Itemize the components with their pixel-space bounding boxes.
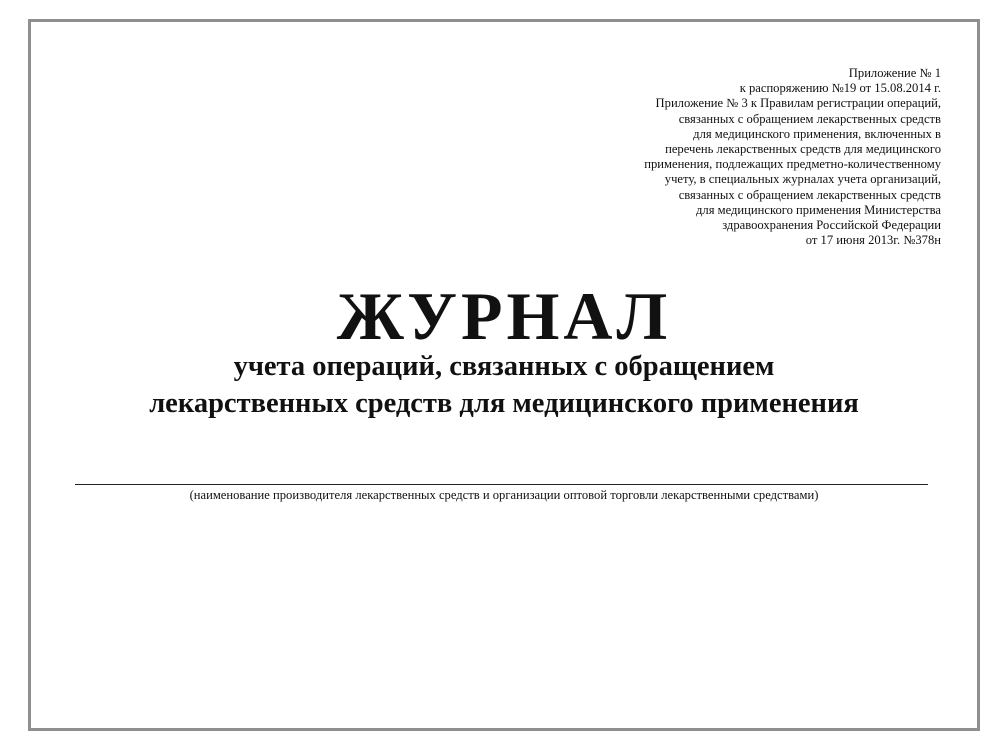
appendix-note	[541, 66, 941, 248]
subtitle-line-1: учета операций, связанных с обращением	[233, 351, 775, 382]
appendix-line: Приложение № 3 к Правилам регистрации операций,	[655, 96, 941, 111]
appendix-line: перечень лекарственных средств для медицинского	[665, 142, 941, 157]
journal-title: ЖУРНАЛ	[336, 278, 672, 354]
appendix-line: связанных с обращением лекарственных средств	[678, 187, 941, 202]
appendix-line: Приложение № 1	[848, 66, 941, 80]
appendix-line: применения, подлежащих предметно-количественному	[644, 157, 941, 172]
appendix-line: учету, в специальных журналах учета организаций,	[664, 172, 941, 187]
appendix-line: здравоохранения Российской Федерации	[722, 218, 941, 233]
journal-subtitle	[31, 348, 977, 422]
document-page	[28, 19, 980, 731]
subtitle-line-2: лекарственных средств для медицинского применения	[149, 388, 859, 419]
appendix-line: для медицинского применения, включенных в	[693, 126, 941, 141]
appendix-line: для медицинского применения Министерства	[696, 202, 941, 217]
appendix-line: связанных с обращением лекарственных средств	[678, 111, 941, 126]
appendix-line: к распоряжению №19 от 15.08.2014 г.	[739, 81, 941, 96]
fill-in-line	[75, 484, 928, 485]
fill-in-caption: (наименование производителя лекарственных средств и организации оптовой торговли лекарственными средствами)	[189, 488, 819, 502]
appendix-line: от 17 июня 2013г. №378н	[805, 233, 941, 248]
